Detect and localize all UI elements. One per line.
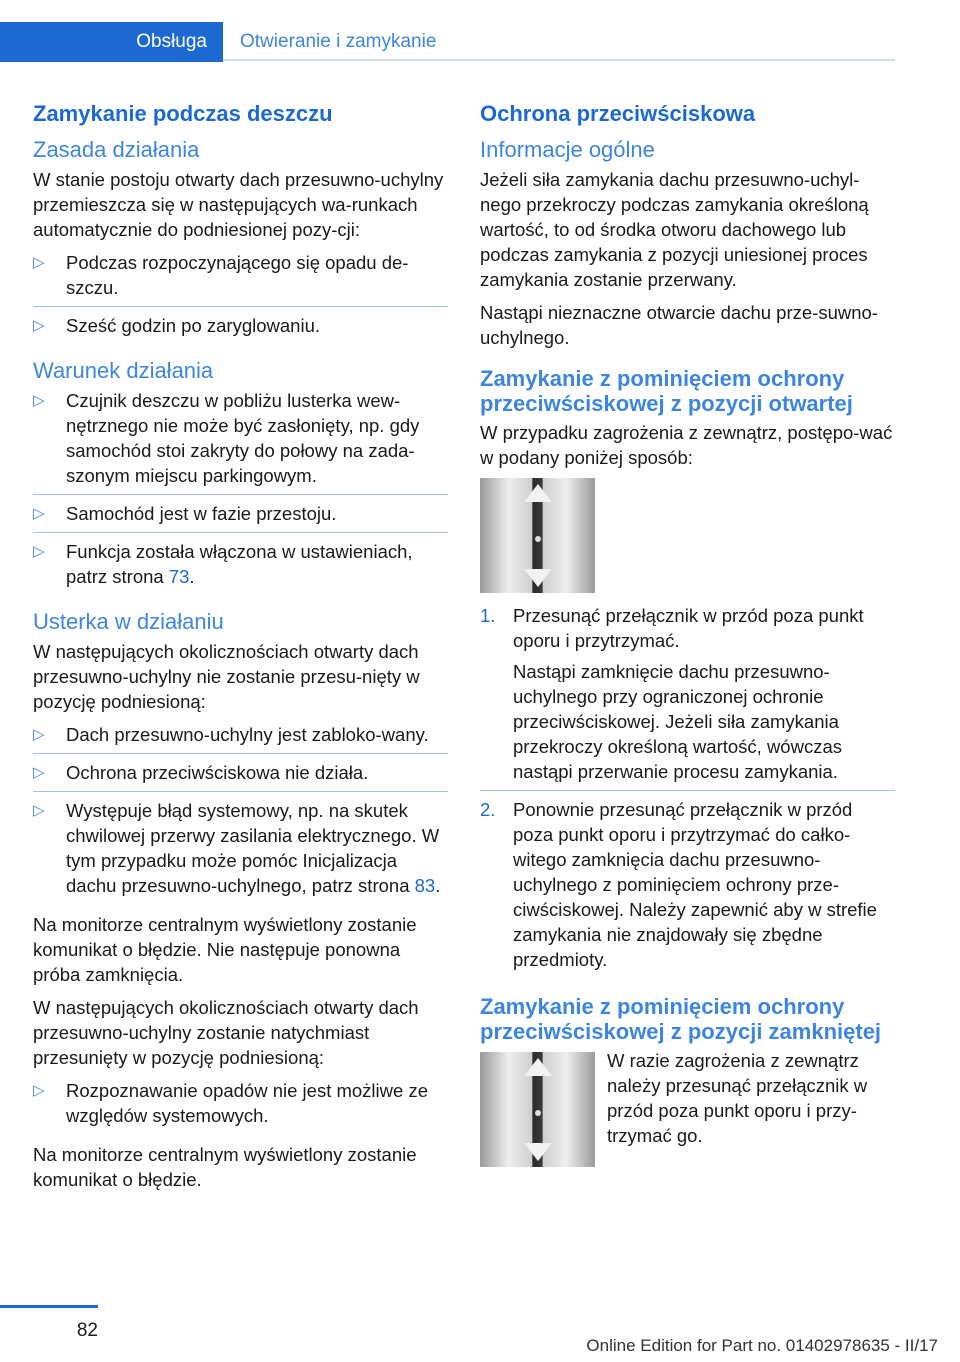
- list-item: [33, 539, 448, 595]
- triangle-bullet-icon: ▷: [33, 726, 45, 743]
- page-link-73[interactable]: 73: [168, 566, 190, 587]
- page-number: 82: [76, 1320, 98, 1341]
- tab-divider: [223, 59, 895, 61]
- list-item-text: Dach przesuwno-uchylny jest zabloko-wany.: [66, 724, 429, 745]
- header-tabs: [0, 22, 895, 62]
- section-heading: Ochrona przeciwściskowa: [480, 101, 756, 126]
- section-heading: Zamykanie podczas deszczu: [33, 101, 333, 126]
- list-item-end: .: [189, 566, 195, 587]
- list-item-text: Ochrona przeciwściskowa nie działa.: [66, 762, 369, 783]
- step-number: 2.: [480, 799, 496, 820]
- list-item-text: Sześć godzin po zaryglowaniu.: [66, 315, 321, 336]
- list-item: [33, 501, 448, 533]
- paragraph: W następujących okolicznościach otwarty dach przesuwno-uchylny zostanie natychmiast przesunięty w pozycję podniesioną:: [33, 997, 419, 1068]
- list-item: [33, 388, 448, 495]
- bullet-list: [33, 388, 448, 595]
- tab-otwieranie-label: Otwieranie i zamykanie: [240, 31, 437, 52]
- paragraph: W następujących okolicznościach otwarty dach przesuwno-uchylny nie zostanie przesu-nięty w pozycję podniesioną:: [33, 641, 420, 712]
- list-item: [33, 760, 448, 792]
- list-item-text: Rozpoznawanie opadów nie jest możliwe ze względów systemowych.: [66, 1080, 428, 1126]
- paragraph: Jeżeli siła zamykania dachu przesuwno-uchyl-nego przekroczy podczas zamykania określoną wartość, to od środka otworu dachowego lub podczas zamykania z pozycji uniesionej proces zamykania zostanie przerwany.: [480, 169, 869, 290]
- left-column: [33, 100, 448, 1200]
- triangle-bullet-icon: ▷: [33, 764, 45, 781]
- step-text: Ponownie przesunąć przełącznik w przód poza punkt oporu i przytrzymać do całko-witego zamknięcia dachu przesuwno-uchylnego z pominięciem ochrony prze-ciwściskowej. Należy zapewnić aby w strefie zamykania nie znajdowały się zbędne przedmioty.: [513, 799, 877, 970]
- list-item-text: Występuje błąd systemowy, np. na skutek chwilowej przerwy zasilania elektrycznego. W tym przypadku może pomóc Inicjalizacja dachu przesuwno-uchylnego, patrz strona: [66, 800, 440, 896]
- paragraph: W stanie postoju otwarty dach przesuwno-uchylny przemieszcza się w następujących wa-runkach automatycznie do podniesionej pozy-cji:: [33, 169, 444, 240]
- arrow-up-icon: [524, 484, 552, 502]
- bullet-list: [33, 1078, 448, 1134]
- paragraph: Na monitorze centralnym wyświetlony zostanie komunikat o błędzie. Nie następuje ponowna próba zamknięcia.: [33, 914, 417, 985]
- list-item: [480, 603, 895, 791]
- list-item-text: Funkcja została włączona w ustawieniach, patrz strona: [66, 541, 413, 587]
- tab-obsluga-label: Obsługa: [136, 31, 207, 52]
- paragraph: W przypadku zagrożenia z zewnątrz, postępo-wać w podany poniżej sposób:: [480, 422, 893, 468]
- list-item: [33, 313, 448, 344]
- right-column: [480, 100, 895, 1177]
- subheading-zasada: Zasada działania: [33, 137, 200, 162]
- step-number: 1.: [480, 605, 496, 626]
- step-text: Przesunąć przełącznik w przód poza punkt oporu i przytrzymać.: [513, 605, 864, 651]
- switch-dot-icon: [535, 1110, 541, 1116]
- list-item: [33, 798, 448, 904]
- triangle-bullet-icon: ▷: [33, 317, 45, 334]
- list-item: [33, 1078, 448, 1134]
- arrow-down-icon: [524, 569, 552, 587]
- numbered-list: [480, 603, 895, 978]
- triangle-bullet-icon: ▷: [33, 392, 45, 409]
- list-item-text: Samochód jest w fazie przestoju.: [66, 503, 337, 524]
- triangle-bullet-icon: ▷: [33, 1082, 45, 1099]
- subheading-usterka: Usterka w działaniu: [33, 609, 224, 634]
- switch-image: [480, 478, 595, 593]
- bullet-list: [33, 250, 448, 344]
- paragraph: Nastąpi nieznaczne otwarcie dachu prze-suwno-uchylnego.: [480, 302, 878, 348]
- tab-obsluga[interactable]: [0, 22, 223, 62]
- triangle-bullet-icon: ▷: [33, 543, 45, 560]
- page-link-83[interactable]: 83: [414, 875, 436, 896]
- triangle-bullet-icon: ▷: [33, 802, 45, 819]
- paragraph: W razie zagrożenia z zewnątrz należy przesunąć przełącznik w przód poza punkt oporu i przy-trzymać go.: [607, 1050, 868, 1146]
- list-item: [480, 797, 895, 978]
- arrow-down-icon: [524, 1143, 552, 1161]
- list-item: [33, 250, 448, 307]
- tab-otwieranie[interactable]: [240, 22, 436, 62]
- triangle-bullet-icon: ▷: [33, 254, 45, 271]
- footer-rule: [0, 1305, 98, 1308]
- subheading-otwartej: Zamykanie z pominięciem ochrony przeciwściskowej z pozycji otwartej: [480, 366, 853, 416]
- switch-image: [480, 1052, 595, 1167]
- triangle-bullet-icon: ▷: [33, 505, 45, 522]
- paragraph: Na monitorze centralnym wyświetlony zostanie komunikat o błędzie.: [33, 1144, 417, 1190]
- subheading-warunek: Warunek działania: [33, 358, 214, 383]
- image-with-text: [480, 1048, 895, 1177]
- subheading-zamknietej: Zamykanie z pominięciem ochrony przeciwściskowej z pozycji zamkniętej: [480, 994, 882, 1044]
- bullet-list: [33, 722, 448, 904]
- list-item-end: .: [435, 875, 441, 896]
- list-item-text: Czujnik deszczu w pobliżu lusterka wew-nętrznego nie może być zasłonięty, np. gdy samochód stoi zakryty do połowy na zada-szonym miejscu parkingowym.: [66, 390, 420, 486]
- edition-text: Online Edition for Part no. 01402978635 - II/17: [586, 1336, 938, 1355]
- arrow-up-icon: [524, 1058, 552, 1076]
- subheading-informacje: Informacje ogólne: [480, 137, 655, 162]
- switch-dot-icon: [535, 536, 541, 542]
- list-item: [33, 722, 448, 754]
- list-item-text: Podczas rozpoczynającego się opadu de-szczu.: [66, 252, 409, 298]
- step-subtext: Nastąpi zamknięcie dachu przesuwno-uchylnego przy ograniczonej ochronie przeciwściskowej. Jeżeli siła zamykania przekroczy określoną wartość, wówczas nastąpi przerwanie procesu zamykania.: [513, 661, 842, 782]
